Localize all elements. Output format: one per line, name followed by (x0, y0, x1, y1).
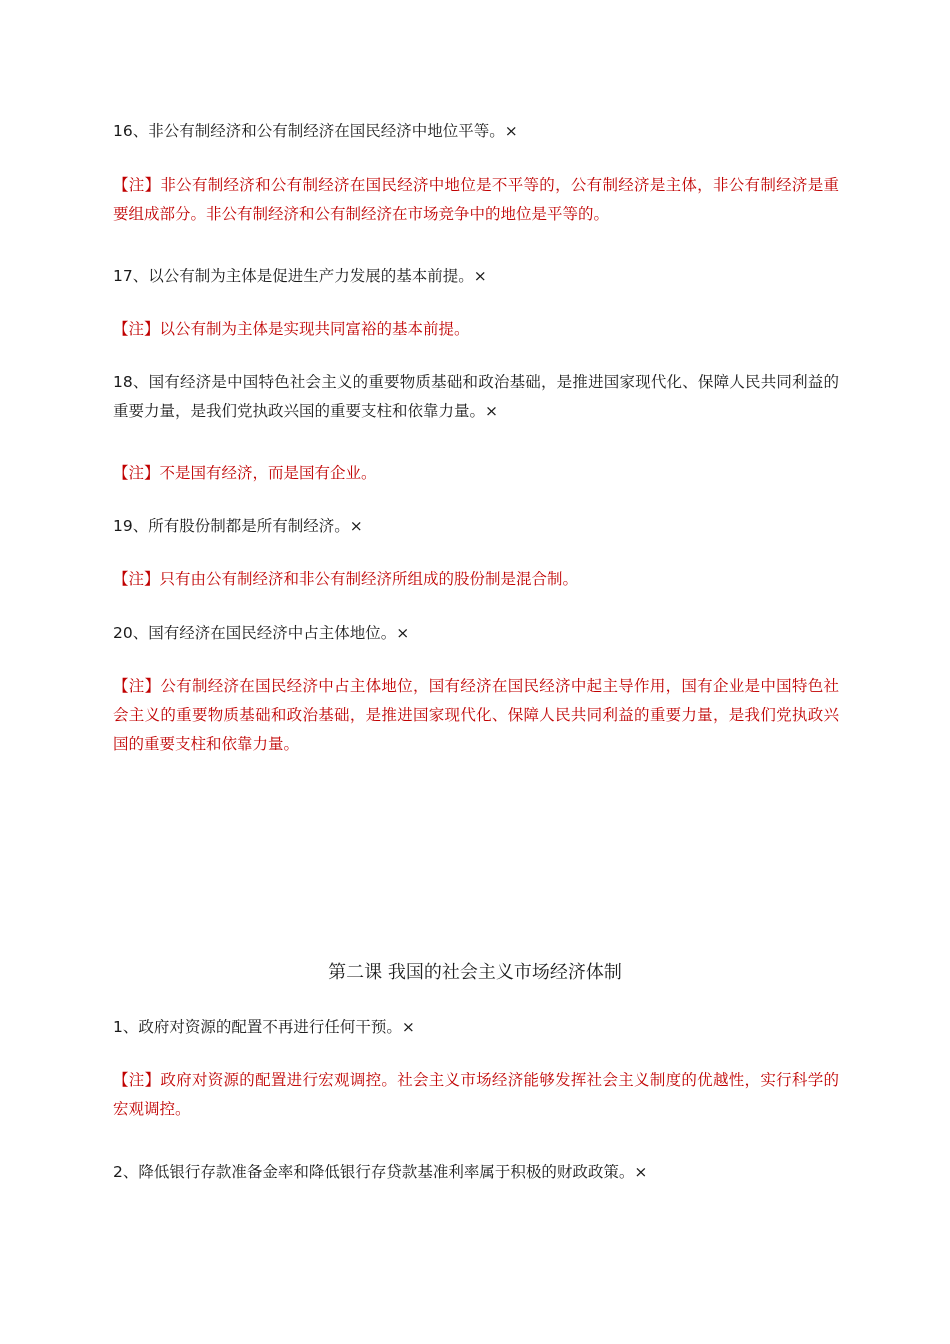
section-heading: 第二课 我国的社会主义市场经济体制 (328, 962, 622, 983)
note-2-1: 【注】政府对资源的配置进行宏观调控。社会主义市场经济能够发挥社会主义制度的优越性，实行科学的宏观调控。 (113, 1071, 839, 1118)
note-18: 【注】不是国有经济，而是国有企业。 (113, 464, 377, 482)
note-17: 【注】以公有制为主体是实现共同富裕的基本前提。 (113, 320, 470, 338)
question-17: 17、以公有制为主体是促进生产力发展的基本前提。× (113, 267, 487, 285)
question-18: 18、国有经济是中国特色社会主义的重要物质基础和政治基础，是推进国家现代化、保障人民共同利益的重要力量，是我们党执政兴国的重要支柱和依靠力量。× (113, 373, 839, 420)
question-2-1: 1、政府对资源的配置不再进行任何干预。× (113, 1018, 415, 1036)
note-19: 【注】只有由公有制经济和非公有制经济所组成的股份制是混合制。 (113, 570, 579, 588)
note-20: 【注】公有制经济在国民经济中占主体地位，国有经济在国民经济中起主导作用，国有企业是中国特色社会主义的重要物质基础和政治基础，是推进国家现代化、保障人民共同利益的重要力量，是我们党执政兴国的重要支柱和依靠力量。 (113, 677, 839, 753)
question-19: 19、所有股份制都是所有制经济。× (113, 517, 363, 535)
note-16: 【注】非公有制经济和公有制经济在国民经济中地位是不平等的，公有制经济是主体，非公有制经济是重要组成部分。非公有制经济和公有制经济在市场竞争中的地位是平等的。 (113, 176, 839, 223)
question-20: 20、国有经济在国民经济中占主体地位。× (113, 624, 410, 642)
question-16: 16、非公有制经济和公有制经济在国民经济中地位平等。× (113, 122, 518, 140)
question-2-2: 2、降低银行存款准备金率和降低银行存贷款基准利率属于积极的财政政策。× (113, 1163, 648, 1181)
